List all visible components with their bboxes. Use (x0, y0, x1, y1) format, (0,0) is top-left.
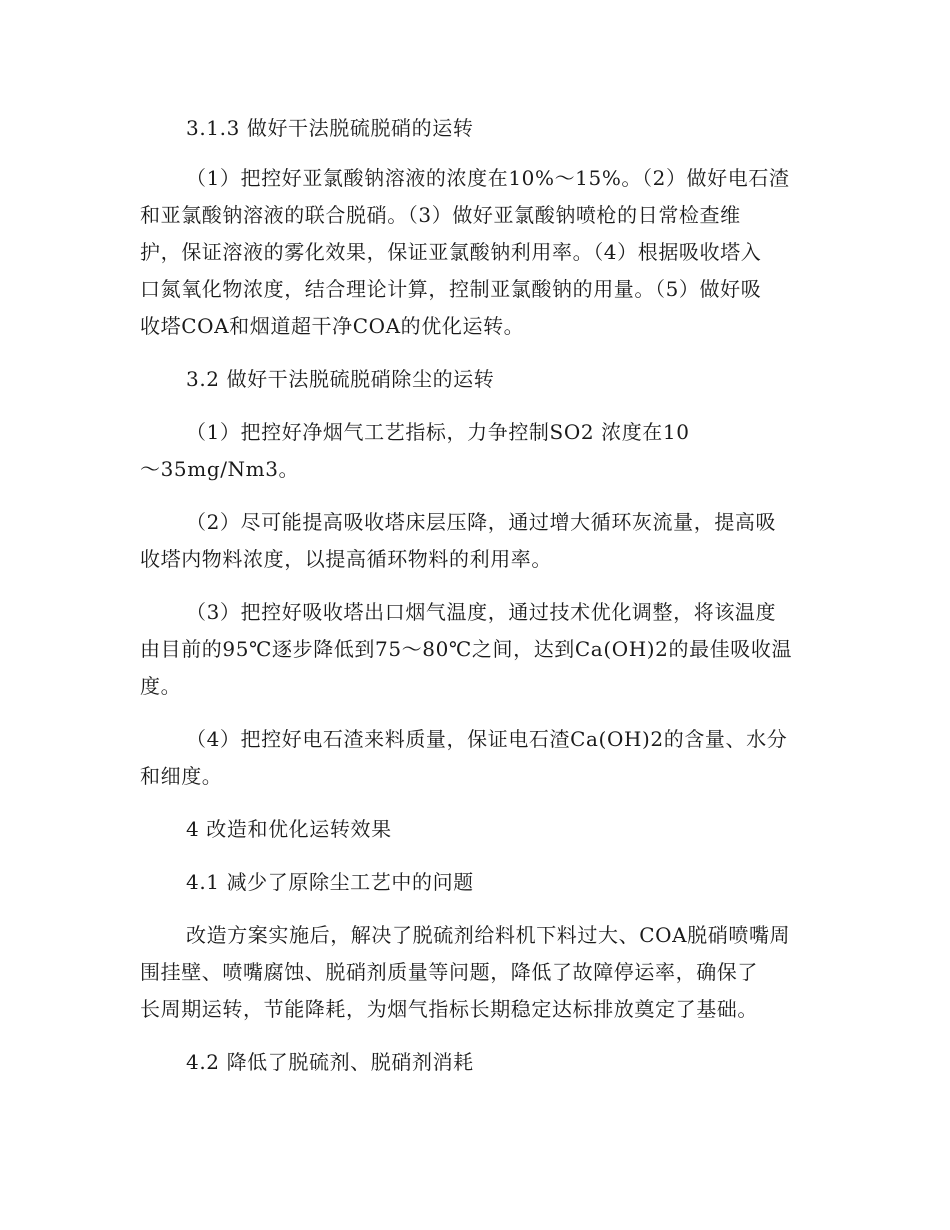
paragraph-line: 围挂壁、喷嘴腐蚀、脱硝剂质量等问题，降低了故障停运率，确保了 (140, 960, 758, 984)
heading-3-1-3: 3.1.3 做好干法脱硫脱硝的运转 (186, 116, 474, 140)
heading-4: 4 改造和优化运转效果 (186, 817, 392, 841)
paragraph-line: （1）把控好亚氯酸钠溶液的浓度在10%～15%。（2）做好电石渣 (186, 166, 790, 190)
paragraph-line: 护，保证溶液的雾化效果，保证亚氯酸钠利用率。（4）根据吸收塔入 (140, 240, 762, 264)
paragraph-line: 由目前的95℃逐步降低到75～80℃之间，达到Ca(OH)2的最佳吸收温 (140, 637, 793, 661)
paragraph-line: （1）把控好净烟气工艺指标，力争控制SO2 浓度在10 (186, 420, 690, 444)
paragraph-line: 收塔COA和烟道超干净COA的优化运转。 (140, 314, 525, 338)
paragraph-line: ～35mg/Nm3。 (140, 457, 300, 481)
paragraph-line: 和亚氯酸钠溶液的联合脱硝。（3）做好亚氯酸钠喷枪的日常检查维 (140, 203, 741, 227)
paragraph-line: （2）尽可能提高吸收塔床层压降，通过增大循环灰流量，提高吸 (186, 510, 777, 534)
paragraph-line: 和细度。 (140, 764, 223, 788)
paragraph-line: （4）把控好电石渣来料质量，保证电石渣Ca(OH)2的含量、水分 (186, 727, 788, 751)
paragraph-line: 度。 (140, 674, 182, 698)
paragraph-line: 改造方案实施后，解决了脱硫剂给料机下料过大、COA脱硝喷嘴周 (186, 923, 791, 947)
paragraph-line: 长周期运转，节能降耗，为烟气指标长期稳定达标排放奠定了基础。 (140, 997, 758, 1021)
heading-3-2: 3.2 做好干法脱硫脱硝除尘的运转 (186, 367, 495, 391)
heading-4-1: 4.1 减少了原除尘工艺中的问题 (186, 870, 474, 894)
paragraph-line: 口氮氧化物浓度，结合理论计算，控制亚氯酸钠的用量。（5）做好吸 (140, 277, 762, 301)
heading-4-2: 4.2 降低了脱硫剂、脱硝剂消耗 (186, 1050, 474, 1074)
paragraph-line: （3）把控好吸收塔出口烟气温度，通过技术优化调整，将该温度 (186, 600, 777, 624)
paragraph-line: 收塔内物料浓度，以提高循环物料的利用率。 (140, 547, 552, 571)
